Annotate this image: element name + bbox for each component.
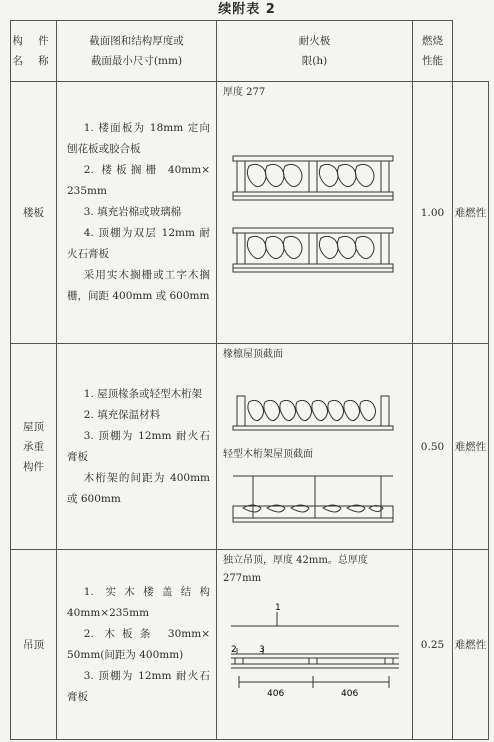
row-ceiling-figure — [217, 550, 413, 740]
row-ceiling — [11, 550, 489, 740]
row-floor-desc: 1. 楼面板为 18mm 定向刨花板或胶合板 2. 楼板搁栅 40mm× 235mm 3. 填充岩棉或玻璃棉 4. 顶棚为双层 12mm 耐火石膏板 采用实木搁栅或工字木搁栅，间距 400mm 或 600mm — [57, 82, 217, 344]
header-row — [11, 21, 489, 82]
row-floor-name: 楼板 — [11, 82, 57, 344]
header-combustibility: 燃烧 性能 — [413, 21, 453, 82]
row-ceiling-desc: 1. 实木楼盖结构 40mm×235mm 2. 木板条 30mm× 50mm(间距为 400mm) 3. 顶棚为 12mm 耐火石膏板 — [57, 550, 217, 740]
row-floor-fire: 1.00 — [413, 82, 453, 344]
page-title: 续附表 2 — [218, 2, 276, 17]
ceiling-section-drawing — [217, 550, 413, 740]
floor-fig-caption: 厚度 277 — [223, 87, 266, 98]
row-roof-fire: 0.50 — [413, 344, 453, 550]
roof-section-drawing — [217, 344, 413, 550]
row-roof-desc: 1. 屋顶椽条或轻型木桁架 2. 填充保温材料 3. 顶棚为 12mm 耐火石膏板 木桁架的间距为 400mm 或 600mm — [57, 344, 217, 550]
dim-left: 406 — [267, 689, 285, 699]
row-floor-comb: 难燃性 — [453, 82, 489, 344]
roof-fig-caption2: 轻型木桁架屋顶截面 — [223, 449, 313, 460]
ceiling-fig-caption-2: 277mm — [223, 573, 262, 584]
row-ceiling-fire: 0.25 — [413, 550, 453, 740]
fig-label-1: 1 — [275, 603, 281, 613]
roof-fig-caption1: 椽檩屋顶截面 — [223, 349, 283, 360]
ceiling-fig-caption-1: 独立吊顶，厚度 42mm。总厚度 — [223, 555, 368, 566]
row-ceiling-comb: 难燃性 — [453, 550, 489, 740]
row-floor — [11, 82, 489, 344]
row-floor-figure — [217, 82, 413, 344]
header-section: 截面图和结构厚度或 截面最小尺寸(mm) — [57, 21, 217, 82]
floor-section-drawing — [217, 82, 413, 344]
row-roof-figure — [217, 344, 413, 550]
row-roof-comb: 难燃性 — [453, 344, 489, 550]
header-member: 构 件 名 称 — [11, 21, 57, 82]
fire-resistance-table — [10, 20, 489, 740]
row-ceiling-name: 吊顶 — [11, 550, 57, 740]
fig-label-2: 2 — [231, 645, 237, 655]
row-roof — [11, 344, 489, 550]
row-roof-name: 屋顶 承重 构件 — [11, 344, 57, 550]
dim-right: 406 — [341, 689, 359, 699]
fig-label-3: 3 — [259, 645, 265, 655]
header-fire-limit: 耐火极 限(h) — [217, 21, 413, 82]
